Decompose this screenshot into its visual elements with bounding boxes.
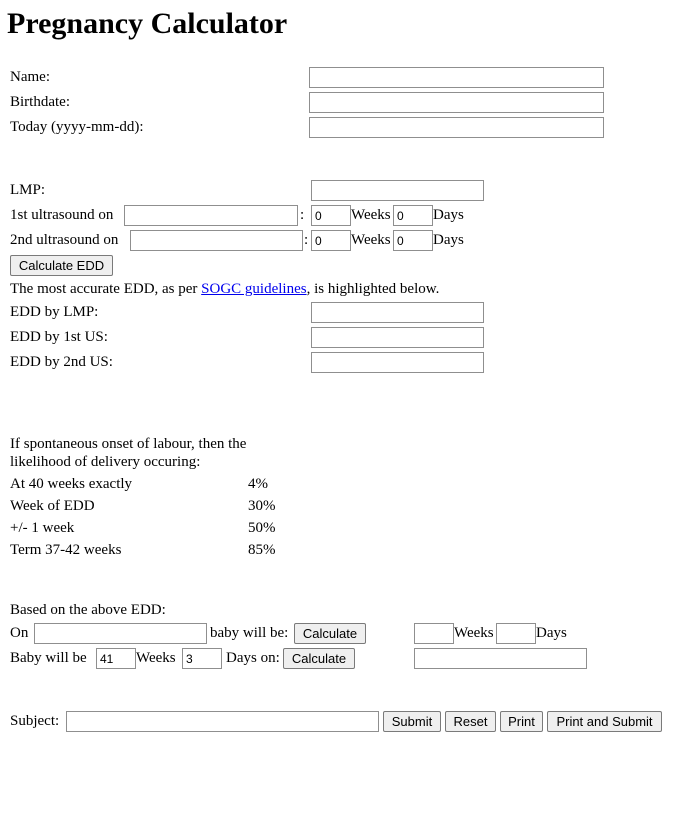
baby-will-be-label: baby will be: [210, 625, 289, 641]
us2-weeks-label: Weeks [351, 232, 391, 248]
lmp-field[interactable] [311, 180, 484, 201]
baby-will-be-prefix: Baby will be [10, 650, 87, 666]
name-field[interactable] [309, 67, 604, 88]
likelihood-row-value: 4% [248, 476, 268, 492]
result-days-label: Days [536, 625, 567, 641]
edd-us1-label: EDD by 1st US: [10, 329, 108, 345]
us1-label: 1st ultrasound on [10, 207, 114, 223]
edd-us2-field[interactable] [311, 352, 484, 373]
print-and-submit-button[interactable]: Print and Submit [547, 711, 662, 732]
likelihood-row-label: Week of EDD [10, 498, 95, 514]
us1-days-field[interactable] [393, 205, 433, 226]
today-label: Today (yyyy-mm-dd): [10, 119, 144, 135]
name-label: Name: [10, 69, 50, 85]
edd-lmp-field[interactable] [311, 302, 484, 323]
us2-date-field[interactable] [130, 230, 303, 251]
subject-field[interactable] [66, 711, 379, 732]
on-label: On [10, 625, 29, 641]
likelihood-row-label: At 40 weeks exactly [10, 476, 133, 492]
us1-date-field[interactable] [124, 205, 298, 226]
likelihood-intro-line1: If spontaneous onset of labour, then the [10, 436, 247, 452]
submit-button[interactable]: Submit [383, 711, 441, 732]
us1-days-label: Days [433, 207, 464, 223]
calculate-date-button[interactable]: Calculate [283, 648, 355, 669]
likelihood-row-label: +/- 1 week [10, 520, 75, 536]
days-on-label: Days on: [226, 650, 280, 666]
reset-button[interactable]: Reset [445, 711, 496, 732]
page-title: Pregnancy Calculator [7, 7, 288, 40]
today-date-field[interactable] [309, 117, 604, 138]
us1-colon: : [300, 207, 305, 223]
lmp-label: LMP: [10, 182, 46, 198]
sogc-note-suffix: , is highlighted below. [306, 281, 440, 297]
result-date-field[interactable] [414, 648, 587, 669]
on-date-field[interactable] [34, 623, 207, 644]
target-weeks-field[interactable] [96, 648, 136, 669]
target-days-field[interactable] [182, 648, 222, 669]
us2-days-field[interactable] [393, 230, 433, 251]
us2-colon: : [304, 232, 309, 248]
likelihood-row-label: Term 37-42 weeks [10, 542, 122, 558]
result-days-field[interactable] [496, 623, 536, 644]
likelihood-row-value: 85% [248, 542, 276, 558]
sogc-note [10, 280, 439, 298]
us1-weeks-label: Weeks [351, 207, 391, 223]
calculate-edd-button[interactable]: Calculate EDD [10, 255, 113, 276]
calculate-gestation-button[interactable]: Calculate [294, 623, 366, 644]
edd-us2-label: EDD by 2nd US: [10, 354, 113, 370]
sogc-note-prefix: The most accurate EDD, as per [10, 281, 202, 297]
us2-label: 2nd ultrasound on [10, 232, 119, 248]
us1-weeks-field[interactable] [311, 205, 351, 226]
us2-weeks-field[interactable] [311, 230, 351, 251]
us2-days-label: Days [433, 232, 464, 248]
likelihood-intro-line2: likelihood of delivery occuring: [10, 454, 201, 470]
target-weeks-label: Weeks [136, 650, 176, 666]
birthdate-label: Birthdate: [10, 94, 70, 110]
likelihood-row-value: 30% [248, 498, 276, 514]
edd-lmp-label: EDD by LMP: [10, 304, 99, 320]
likelihood-row-value: 50% [248, 520, 276, 536]
subject-label: Subject: [10, 713, 60, 729]
edd-us1-field[interactable] [311, 327, 484, 348]
based-heading: Based on the above EDD: [10, 602, 166, 618]
birthdate-field[interactable] [309, 92, 604, 113]
sogc-guidelines-link[interactable]: SOGC guidelines [201, 281, 307, 297]
print-button[interactable]: Print [500, 711, 543, 732]
result-weeks-label: Weeks [454, 625, 494, 641]
result-weeks-field[interactable] [414, 623, 454, 644]
